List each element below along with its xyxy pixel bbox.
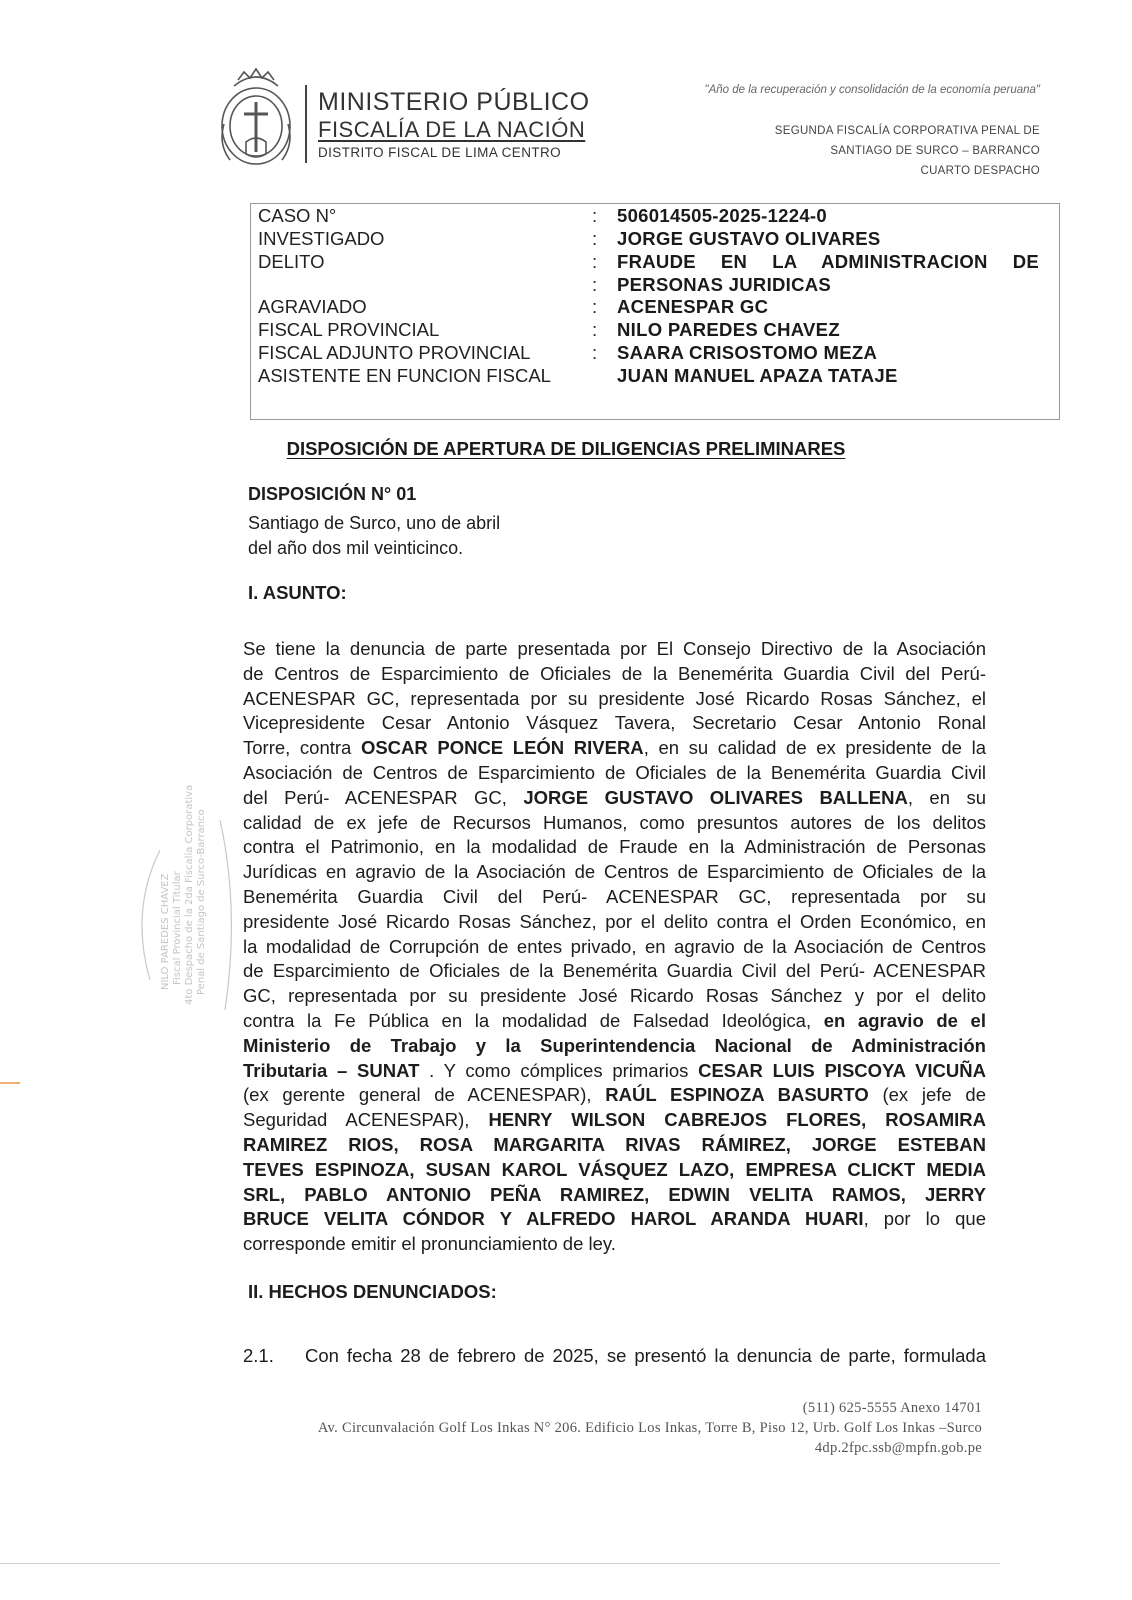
case-label: FISCAL PROVINCIAL <box>258 319 440 340</box>
disposition-number: DISPOSICIÓN N° 01 <box>248 484 417 504</box>
text-line: de Esparcimiento de Oficiales de la Benemérita Guardia Civil del Perú- ACENESPAR <box>243 960 986 982</box>
svg-text:Fiscal Provincial Titular: Fiscal Provincial Titular <box>172 871 183 985</box>
text-line: Asociación de Centros de Esparcimiento de Oficiales de la Benemérita Guardia Civil <box>243 761 986 783</box>
box-border <box>250 203 1060 204</box>
scan-edge-line <box>0 1563 1000 1564</box>
text-line: SRL, PABLO ANTONIO PEÑA RAMIREZ, EDWIN VELITA RAMOS, JERRY <box>243 1183 986 1205</box>
case-label: FISCAL ADJUNTO PROVINCIAL <box>258 342 531 363</box>
text-span-bold: en agravio de el <box>823 1009 986 1031</box>
footer-email: 4dp.2fpc.ssb@mpfn.gob.pe <box>814 1440 982 1456</box>
colon: : <box>592 251 598 272</box>
fiscal-stamp <box>120 760 240 1050</box>
text-line: calidad de ex jefe de Recursos Humanos, como presuntos autores de los delitos <box>243 811 986 833</box>
text-span: , en su calidad de ex presidente de la <box>643 737 986 759</box>
accused-name: BRUCE VELITA CÓNDOR Y ALFREDO HAROL ARANDA HUARI <box>243 1208 864 1230</box>
text-span: Torre, contra <box>243 737 361 759</box>
case-row-adjunto <box>250 342 1060 365</box>
text-span: (ex jefe de <box>868 1084 986 1106</box>
case-label: INVESTIGADO <box>258 228 385 249</box>
colon: : <box>592 319 598 340</box>
case-row-caso <box>250 205 1060 228</box>
text-line <box>243 786 986 811</box>
text-span: del Perú- ACENESPAR GC, <box>243 786 524 808</box>
case-value: SAARA CRISOSTOMO MEZA <box>617 342 878 363</box>
district-name: DISTRITO FISCAL DE LIMA CENTRO <box>318 145 562 160</box>
text-line: presidente José Ricardo Rosas Sánchez, por el delito contra el Orden Económico, en <box>243 910 986 932</box>
case-row-investigado <box>250 228 1060 251</box>
org-name: MINISTERIO PÚBLICO <box>318 88 590 116</box>
section-heading-asunto: I. ASUNTO: <box>248 582 347 603</box>
text-line: ACENESPAR GC, representada por su presidente José Ricardo Rosas Sánchez, el <box>243 687 986 709</box>
place-date-line: Santiago de Surco, uno de abril <box>248 513 501 533</box>
text-line: RAMIREZ RIOS, ROSA MARGARITA RIVAS RÁMIREZ, JORGE ESTEBAN <box>243 1133 986 1155</box>
text-line: Jurídicas en agravio de la Asociación de Centros de Esparcimiento de Oficiales de la <box>243 861 986 883</box>
accused-name: HENRY WILSON CABREJOS FLORES, ROSAMIRA <box>488 1109 986 1131</box>
svg-text:4to Despacho de la 2da Fiscalí: 4to Despacho de la 2da Fiscalía Corporativa <box>184 784 195 1005</box>
case-label: CASO N° <box>258 205 337 226</box>
box-border <box>250 419 1060 420</box>
case-row-delito-cont <box>250 274 1060 297</box>
text-line <box>243 1207 986 1232</box>
scan-mark <box>0 1082 20 1084</box>
text-line: Vicepresidente Cesar Antonio Vásquez Tavera, Secretario Cesar Antonio Ronal <box>243 712 986 734</box>
case-label: ASISTENTE EN FUNCION FISCAL <box>258 365 551 386</box>
paragraph-number: 2.1. <box>243 1345 274 1366</box>
text-span: . Y como cómplices primarios <box>419 1059 699 1081</box>
text-line: TEVES ESPINOZA, SUSAN KAROL VÁSQUEZ LAZO, EMPRESA CLICKT MEDIA <box>243 1158 986 1180</box>
footer-phone: (511) 625-5555 Anexo 14701 <box>802 1400 982 1416</box>
text-span: , por lo que <box>863 1208 986 1230</box>
page-footer <box>222 1398 982 1458</box>
case-row-delito <box>250 251 1060 274</box>
text-line: GC, representada por su presidente José Ricardo Rosas Sánchez y por el delito <box>243 985 986 1007</box>
colon: : <box>592 205 598 226</box>
place-date <box>248 511 500 561</box>
header-divider <box>305 85 307 163</box>
footer-address: Av. Circunvalación Golf Los Inkas N° 206. Edificio Los Inkas, Torre B, Piso 12, Urb. Golf Los Inkas –Surco <box>317 1420 982 1436</box>
text-line: Ministerio de Trabajo y la Superintendencia Nacional de Administración <box>243 1034 986 1056</box>
case-value: JORGE GUSTAVO OLIVARES <box>617 228 881 249</box>
case-row-asistente <box>250 365 1060 388</box>
case-row-fiscal <box>250 319 1060 342</box>
case-info-box <box>250 203 1060 421</box>
text-line: Se tiene la denuncia de parte presentada por El Consejo Directivo de la Asociación <box>243 638 986 659</box>
text-line <box>243 1059 986 1084</box>
colon: : <box>592 296 598 317</box>
colon: : <box>592 274 598 295</box>
org-subname: FISCALÍA DE LA NACIÓN <box>318 117 586 142</box>
text-span: , en su <box>907 786 986 808</box>
text-line: contra el Patrimonio, en la modalidad de Fraude en la Administración de Personas <box>243 836 986 858</box>
case-label: DELITO <box>258 251 325 272</box>
case-value: 506014505-2025-1224-0 <box>617 205 827 226</box>
colon: : <box>592 342 598 363</box>
accused-name: RAÚL ESPINOZA BASURTO <box>605 1084 869 1106</box>
office-unit-line: CUARTO DESPACHO <box>920 165 1040 177</box>
text-span: contra la Fe Pública en la modalidad de Falsedad Ideológica, <box>243 1009 824 1031</box>
svg-text:Penal de Santiago de Surco-Bar: Penal de Santiago de Surco-Barranco <box>196 809 207 995</box>
text-span-bold: Tributaria – SUNAT <box>243 1059 420 1081</box>
colon: : <box>592 228 598 249</box>
svg-text:NILO PAREDES CHAVEZ: NILO PAREDES CHAVEZ <box>160 873 171 990</box>
accused-name: OSCAR PONCE LEÓN RIVERA <box>360 737 644 759</box>
office-unit-line: SEGUNDA FISCALÍA CORPORATIVA PENAL DE <box>774 125 1040 137</box>
case-value: JUAN MANUEL APAZA TATAJE <box>617 365 898 386</box>
case-value: FRAUDE EN LA ADMINISTRACION DE <box>617 251 1039 272</box>
text-line: de Centros de Esparcimiento de Oficiales de la Benemérita Guardia Civil del Perú- <box>243 662 986 684</box>
case-value: PERSONAS JURIDICAS <box>617 274 832 295</box>
case-label: AGRAVIADO <box>258 296 367 317</box>
case-row-agraviado <box>250 296 1060 319</box>
accused-name: JORGE GUSTAVO OLIVARES BALLENA <box>523 786 908 808</box>
asunto-paragraph <box>243 637 986 1257</box>
text-span: (ex gerente general de ACENESPAR), <box>243 1084 606 1106</box>
text-line: la modalidad de Corrupción de entes privado, en agravio de la Asociación de Centros <box>243 935 986 957</box>
text-line: Benemérita Guardia Civil del Perú- ACENESPAR GC, representada por su <box>243 885 986 907</box>
text-line <box>243 1083 986 1108</box>
office-unit <box>740 121 1040 181</box>
text-line <box>243 1108 986 1133</box>
document-title: DISPOSICIÓN DE APERTURA DE DILIGENCIAS PRELIMINARES <box>286 438 846 459</box>
text-line <box>243 736 986 761</box>
case-value: ACENESPAR GC <box>617 296 769 317</box>
paragraph-text: Con fecha 28 de febrero de 2025, se presentó la denuncia de parte, formulada <box>305 1345 986 1366</box>
accused-name: CESAR LUIS PISCOYA VICUÑA <box>698 1059 986 1081</box>
text-span: Seguridad ACENESPAR), <box>243 1109 489 1131</box>
year-slogan: "Año de la recuperación y consolidación de la economía peruana" <box>704 84 1040 96</box>
text-line: corresponde emitir el pronunciamiento de ley. <box>243 1233 616 1255</box>
section-heading-hechos: II. HECHOS DENUNCIADOS: <box>248 1281 497 1302</box>
place-date-line: del año dos mil veinticinco. <box>248 538 464 558</box>
case-value: NILO PAREDES CHAVEZ <box>617 319 840 340</box>
text-line <box>243 1009 986 1034</box>
office-unit-line: SANTIAGO DE SURCO – BARRANCO <box>830 145 1040 157</box>
ministerio-seal-logo <box>214 64 298 172</box>
